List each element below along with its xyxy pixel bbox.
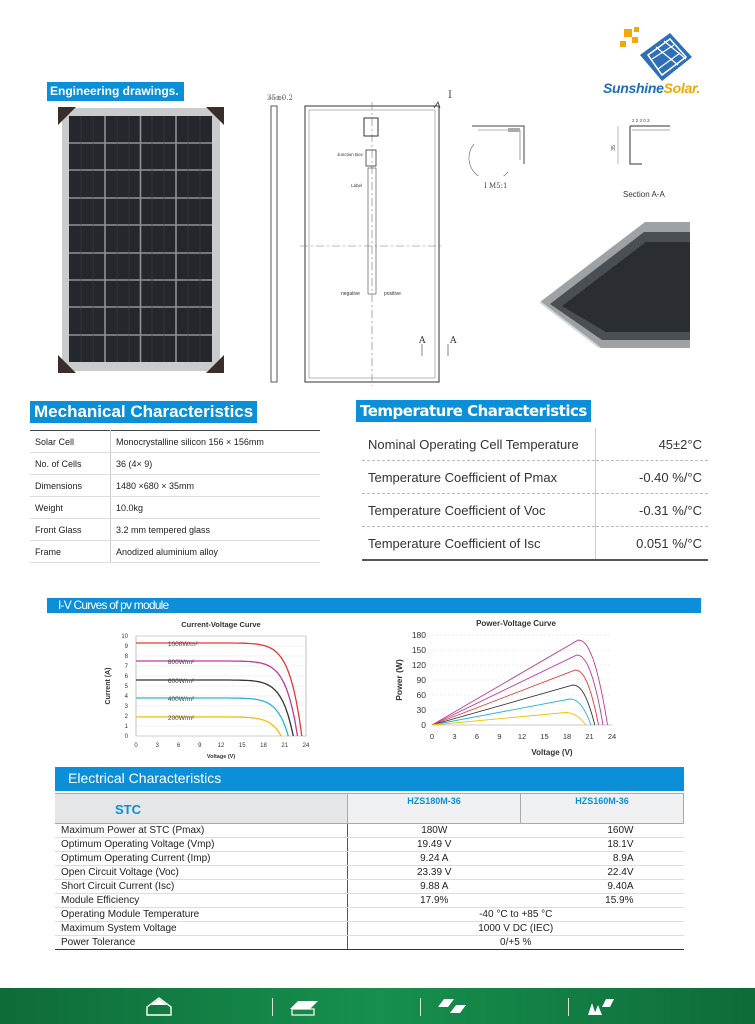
pv-chart-title: Power-Voltage Curve xyxy=(476,619,556,628)
table-row xyxy=(30,475,320,497)
elec-key: Module Efficiency xyxy=(55,894,348,908)
pv-x-tick: 6 xyxy=(474,732,480,741)
footer-divider xyxy=(568,998,569,1016)
iv-x-tick: 15 xyxy=(238,743,246,749)
footer-divider xyxy=(420,998,421,1016)
elec-value-b: 15.9% xyxy=(521,894,684,908)
table-row xyxy=(362,527,708,561)
iv-chart xyxy=(98,616,316,764)
pv-chart xyxy=(390,613,640,763)
electrical-table xyxy=(55,793,684,950)
elec-key: Optimum Operating Current (Imp) xyxy=(55,852,348,866)
dim-top: 35±0.2 xyxy=(267,94,293,102)
temp-value: -0.31 %/°C xyxy=(596,494,709,527)
temp-key: Temperature Coefficient of Isc xyxy=(362,527,596,561)
brand-name-b: Solar. xyxy=(663,80,700,96)
elec-value-b: 8.9A xyxy=(521,852,684,866)
section-height: 35 xyxy=(610,145,617,151)
pv-y-tick: 60 xyxy=(416,690,426,700)
iv-series-label: 200W/m² xyxy=(167,715,195,722)
pv-series-line xyxy=(432,655,603,725)
iv-series-line xyxy=(136,717,281,736)
table-row xyxy=(362,428,708,461)
rooftop-solar-icon xyxy=(288,995,320,1017)
iv-y-tick: 9 xyxy=(124,644,128,650)
elec-key: Power Tolerance xyxy=(55,936,348,950)
mech-value: 36 (4× 9) xyxy=(111,453,321,475)
iv-y-tick: 0 xyxy=(124,734,128,740)
iv-y-tick: 10 xyxy=(121,634,128,640)
section-a-a-drawing xyxy=(608,120,674,186)
footer-divider xyxy=(272,998,273,1016)
mechanical-table xyxy=(30,430,320,563)
label-i: I xyxy=(448,90,452,101)
engineering-drawings-label: Engineering drawings. xyxy=(47,82,184,101)
mech-value: 10.0kg xyxy=(111,497,321,519)
mech-value: Monocrystalline silicon 156 × 156mm xyxy=(111,431,321,453)
elec-key: Operating Module Temperature xyxy=(55,908,348,922)
iv-series-line xyxy=(136,643,302,736)
table-row xyxy=(55,908,684,922)
pv-y-tick: 150 xyxy=(411,645,426,655)
house-solar-icon xyxy=(145,995,177,1017)
elec-value-merged: 1000 V DC (IEC) xyxy=(348,922,684,936)
mech-value: Anodized aluminium alloy xyxy=(111,541,321,563)
iv-x-tick: 21 xyxy=(281,743,289,749)
temp-value: 0.051 %/°C xyxy=(596,527,709,561)
elec-value-merged: -40 °C to +85 °C xyxy=(348,908,684,922)
table-row xyxy=(55,922,684,936)
brand-name xyxy=(603,80,700,96)
iv-x-tick: 12 xyxy=(217,743,225,749)
table-row xyxy=(55,936,684,950)
elec-value-merged: 0/+5 % xyxy=(348,936,684,950)
temperature-table xyxy=(362,428,708,561)
iv-y-tick: 1 xyxy=(124,724,128,730)
table-row xyxy=(362,461,708,494)
section-caption: Section A-A xyxy=(623,190,665,199)
iv-x-tick: 3 xyxy=(155,743,159,749)
solar-farm-icon xyxy=(436,995,468,1017)
pv-y-tick: 0 xyxy=(421,720,426,730)
iv-series-label: 400W/m² xyxy=(167,696,195,703)
temp-key: Nominal Operating Cell Temperature xyxy=(362,428,596,461)
mech-key: Front Glass xyxy=(30,519,111,541)
elec-value-b: 9.40A xyxy=(521,880,684,894)
iv-y-tick: 2 xyxy=(124,714,128,720)
pv-x-label: Voltage (V) xyxy=(531,748,573,757)
elec-value-a: 17.9% xyxy=(348,894,521,908)
iv-series-label: 800W/m² xyxy=(167,659,195,666)
pv-x-tick: 12 xyxy=(517,732,527,741)
temp-value: -0.40 %/°C xyxy=(596,461,709,494)
pv-y-tick: 120 xyxy=(411,660,426,670)
negative-label: negative xyxy=(341,291,360,297)
elec-value-a: 19.49 V xyxy=(348,838,521,852)
pv-series-line xyxy=(432,685,595,725)
mech-value: 3.2 mm tempered glass xyxy=(111,519,321,541)
mech-key: Weight xyxy=(30,497,111,519)
temp-key: Temperature Coefficient of Pmax xyxy=(362,461,596,494)
iv-title: I-V Curves of pv module xyxy=(58,598,169,612)
iv-chart-title: Current-Voltage Curve xyxy=(181,620,261,629)
positive-label: positive xyxy=(384,291,401,297)
pv-series-line xyxy=(432,670,599,725)
iv-x-label: Voltage (V) xyxy=(206,754,236,760)
pv-x-tick: 21 xyxy=(585,732,594,741)
elec-key: Short Circuit Current (Isc) xyxy=(55,880,348,894)
iv-series-label: 600W/m² xyxy=(167,678,195,685)
temperature-title: Temperature Characteristics xyxy=(356,400,591,422)
pv-x-tick: 24 xyxy=(607,732,617,741)
table-row xyxy=(55,894,684,908)
pv-y-tick: 90 xyxy=(416,675,426,685)
iv-series-label: 1000W/m² xyxy=(167,641,198,648)
iv-y-tick: 6 xyxy=(124,674,128,680)
table-row xyxy=(55,852,684,866)
iv-y-tick: 7 xyxy=(124,664,128,670)
elec-key: Optimum Operating Voltage (Vmp) xyxy=(55,838,348,852)
elec-key: Maximum Power at STC (Pmax) xyxy=(55,824,348,838)
pv-x-tick: 3 xyxy=(452,732,457,741)
iv-y-tick: 4 xyxy=(124,694,128,700)
elec-value-b: 18.1V xyxy=(521,838,684,852)
temp-key: Temperature Coefficient of Voc xyxy=(362,494,596,527)
elec-value-b: 22.4V xyxy=(521,866,684,880)
pv-x-tick: 9 xyxy=(497,732,502,741)
model-b-header: HZS160M-36 xyxy=(521,794,684,824)
mech-key: Dimensions xyxy=(30,475,111,497)
table-row xyxy=(55,880,684,894)
table-row xyxy=(30,519,320,541)
elec-value-a: 180W xyxy=(348,824,521,838)
mech-key: Solar Cell xyxy=(30,431,111,453)
frame-corner-photo xyxy=(540,222,690,348)
pv-x-tick: 15 xyxy=(540,732,549,741)
pv-x-tick: 0 xyxy=(429,732,435,741)
elec-value-a: 9.24 A xyxy=(348,852,521,866)
iv-x-tick: 6 xyxy=(176,743,181,749)
pv-y-tick: 30 xyxy=(416,705,426,715)
table-row xyxy=(30,541,320,563)
footer-bar xyxy=(0,988,755,1024)
junction-box-label: Junction Box xyxy=(337,152,363,157)
iv-y-tick: 3 xyxy=(124,704,128,710)
detail-i-drawing xyxy=(468,124,528,176)
table-row xyxy=(362,494,708,527)
temp-value: 45±2°C xyxy=(596,428,709,461)
pv-y-label: Power (W) xyxy=(394,659,404,701)
iv-y-tick: 5 xyxy=(124,684,128,690)
mech-key: No. of Cells xyxy=(30,453,111,475)
mech-key: Frame xyxy=(30,541,111,563)
iv-y-tick: 8 xyxy=(124,654,128,660)
table-row xyxy=(30,453,320,475)
section-a-right: A xyxy=(450,336,457,346)
elec-key: Maximum System Voltage xyxy=(55,922,348,936)
table-row xyxy=(55,824,684,838)
pv-y-tick: 180 xyxy=(411,630,426,640)
elec-key: Open Circuit Voltage (Voc) xyxy=(55,866,348,880)
table-row xyxy=(30,431,320,453)
stc-header: STC xyxy=(55,794,348,824)
iv-y-label: Current (A) xyxy=(105,667,112,705)
iv-x-tick: 24 xyxy=(302,743,310,749)
detail-caption: I M5:1 xyxy=(484,182,508,190)
table-row xyxy=(55,866,684,880)
table-header-row xyxy=(55,794,684,824)
table-row xyxy=(55,838,684,852)
label-callout: Label xyxy=(351,183,363,188)
iv-series-line xyxy=(136,680,293,736)
pv-x-tick: 18 xyxy=(562,732,572,741)
elec-value-b: 160W xyxy=(521,824,684,838)
tree-solar-icon xyxy=(584,995,616,1017)
table-row xyxy=(30,497,320,519)
panel-corner-brackets xyxy=(56,105,226,375)
iv-x-tick: 18 xyxy=(260,743,267,749)
elec-value-a: 23.39 V xyxy=(348,866,521,880)
section-dims: 2 2 3 0.3 xyxy=(632,118,650,123)
brand-name-a: Sunshine xyxy=(603,80,664,96)
mechanical-title: Mechanical Characteristics xyxy=(30,401,257,423)
iv-x-tick: 9 xyxy=(198,743,202,749)
section-a-left: A xyxy=(419,336,426,346)
elec-value-a: 9.88 A xyxy=(348,880,521,894)
mech-value: 1480 ×680 × 35mm xyxy=(111,475,321,497)
model-a-header: HZS180M-36 xyxy=(348,794,521,824)
electrical-title: Electrical Characteristics xyxy=(68,770,222,786)
iv-x-tick: 0 xyxy=(134,743,138,749)
